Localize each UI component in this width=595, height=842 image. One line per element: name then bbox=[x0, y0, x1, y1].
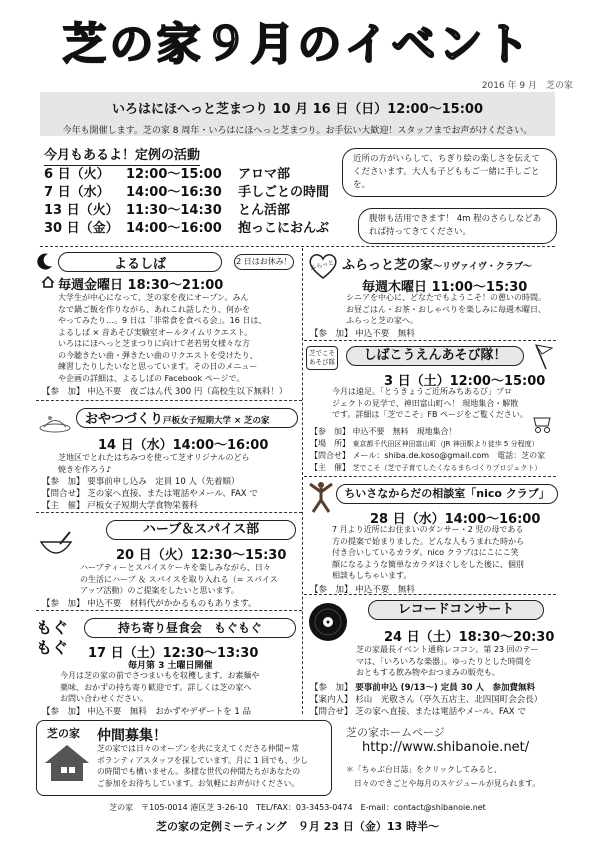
footer-address: 芝の家 〒105-0014 港区芝 3-26-10 TEL/FAX：03-3453-0474 E-mail：contact@shibanoie.net bbox=[109, 803, 486, 812]
record-info: 【参 加】 要事前申込 (9/13〜) 定員 30 人 参加費無料 【案内人】 杉山 光敬さん（亭久五店主、北四国町会会長） 【問合せ】 芝の家へ直接、または電話やメール、FAX で bbox=[310, 683, 543, 717]
homepage-label: 芝の家ホームページ bbox=[346, 726, 445, 739]
mogumogu-title: 持ち寄り昼食会 もぐもぐ bbox=[84, 618, 296, 638]
nico-title: ちいさなからだの相談室「nico クラブ」 bbox=[336, 484, 558, 504]
nico-when: 28 日（水）14:00〜16:00 bbox=[370, 512, 541, 527]
shiba-park-when: 3 日（土）12:00〜15:00 bbox=[384, 374, 546, 389]
mortar-icon bbox=[38, 530, 74, 562]
regular-row: 30 日（金） 14:00〜16:00 抱っこにおんぶ bbox=[44, 221, 330, 236]
yorushiba-title: よるしば bbox=[58, 252, 222, 272]
recruit-logo: 芝の家 bbox=[47, 727, 80, 740]
furatto-body: シニアを中心に、どなたでもようこそ！の憩いの時間。 お昼ごはん・お茶・おしゃべりを楽しみに毎週木曜日、 ふらっと芝の家へ。 bbox=[346, 293, 546, 325]
furatto-when: 毎週木曜日 11:00〜15:30 bbox=[362, 280, 528, 295]
yorushiba-when: 毎週金曜日 18:30〜21:00 bbox=[58, 278, 224, 293]
recruit-title: 仲間募集！ bbox=[97, 728, 167, 744]
oyatsu-section bbox=[36, 404, 300, 510]
date-line: 2016 年 9 月 芝の家 bbox=[481, 81, 573, 91]
nico-body: 7 月より近所にお住まいのダンサー・2 児の母である 方の提案で始まりました。どんな人もうまれた時から 付き合いしているカラダ。nico クラブはにこにこ笑 顔になるような簡単なカラダほぐしをした後に、個別 相談もしちゃいます。 bbox=[332, 525, 524, 580]
festival-heading: いろはにほへっと芝まつり 10 月 16 日（日）12:00〜15:00 bbox=[111, 102, 484, 117]
mogumogu-when: 17 日（土）12:30〜13:30 bbox=[88, 646, 259, 661]
mogumogu-sub: 毎月第 3 土曜日開催 bbox=[128, 661, 213, 671]
herb-when: 20 日（火）12:30〜15:30 bbox=[116, 548, 287, 563]
herb-body: ハーブティーとスパイスケーキを楽しみながら、日々 の生活にハーブ ＆ スパイスを取り入れる（= スパイス アップ活動）のご提案をしたいと思います。 bbox=[80, 563, 278, 595]
oyatsu-info: 【参 加】 要事前申し込み 定員 10 人（先着順） 【問合せ】 芝の家へ直接、または電話やメール、FAX で 【主 催】 戸板女子短期大学食物栄養科 bbox=[42, 477, 258, 511]
homepage-section bbox=[340, 722, 558, 798]
page-title: 芝の家９月のイベント bbox=[62, 19, 533, 70]
dancer-icon bbox=[308, 480, 334, 514]
moon-icon bbox=[36, 252, 54, 270]
herb-section bbox=[36, 516, 300, 608]
nico-info: 【参 加】 申込不要 無料 bbox=[310, 585, 415, 595]
divider bbox=[36, 610, 302, 611]
mogumogu-section bbox=[36, 614, 300, 717]
regular-heading: 今月もあるよ！定例の活動 bbox=[44, 144, 200, 166]
furatto-title: ふらっと芝の家〜リヴァイヴ・クラブ〜 bbox=[342, 258, 532, 273]
mogumogu-logo: もぐ もぐ bbox=[36, 618, 69, 657]
yorushiba-info: 【参 加】 申込不要 夜ごはん代 300 円（高校生以下無料！） bbox=[42, 387, 288, 397]
shiba-park-body: 今月は遠足。「とうきょうご近所みちあるび」プロ ジェクトの見学で、神田富山町へ！ 現地集合・解散 です。詳細は「芝でこそ」FB ページをご覧ください。 bbox=[332, 387, 528, 419]
herb-title: ハーブ＆スパイス部 bbox=[106, 520, 296, 540]
festival-banner bbox=[40, 92, 555, 136]
homepage-note2: 日々のできごとや毎月のスケジュールが見られます。 bbox=[354, 779, 541, 788]
yorushiba-body: 大学生が中心になって、芝の家を夜にオープン。みん なで鍋ご飯を作りながら、あれこれ話したり、何かを やってみたり…。9 日は「非常食を食べる会」。16 日は、 よるしば × 音あそび実験室オールタイムリクエスト。 いろはにほへっと芝まつりに向けて老若男女様々な方 の今聴きたい曲・弾きたい曲のリクエストを受けたり、 練習したりしたいなと思っています。その日のメニュー や企画の詳細は、よるしばの Facebook ページで。 bbox=[58, 293, 267, 383]
shiba-park-logo: 芝でこそ あそび隊 bbox=[306, 346, 338, 370]
oyatsu-body: 芝地区でとれたはちみつを使って芝オリジナルのどら 焼きを作ろう♪ bbox=[58, 453, 250, 474]
divider bbox=[304, 594, 556, 595]
regular-bubble-washi: 近所の方がいらして、ちぎり絵の楽しさを伝えてくださいます。大人も子どももご一緒に手しごとを。 bbox=[342, 148, 557, 197]
nico-section bbox=[306, 480, 558, 600]
oyatsu-title: おやつづくり戸板女子短期大学 × 芝の家 bbox=[76, 408, 298, 428]
mogumogu-info: 【参 加】 申込不要 無料 おかずやデザートを 1 品 bbox=[42, 707, 252, 717]
record-when: 24 日（土）18:30〜20:30 bbox=[384, 630, 555, 645]
regular-list bbox=[44, 166, 329, 238]
recruit-box bbox=[36, 720, 332, 796]
record-section bbox=[306, 598, 558, 718]
festival-text: 今年も開催します。芝の家 8 周年・いろはにほへっと芝まつり。お手伝い大歓迎！スタッフまでお声がけください。 bbox=[62, 126, 533, 136]
divider bbox=[36, 512, 302, 513]
divider bbox=[304, 476, 556, 477]
divider bbox=[304, 340, 556, 341]
regular-row: 7 日（水） 14:00〜16:30 手しごとの時間 bbox=[44, 185, 330, 200]
yorushiba-note: 2 日はお休み！ bbox=[234, 254, 294, 270]
yorushiba-section bbox=[36, 250, 300, 398]
flag-icon bbox=[532, 344, 556, 370]
furatto-logo: ふらっと bbox=[309, 258, 335, 272]
shiba-park-title: しばこうえんあそび隊！ bbox=[346, 346, 524, 366]
column-divider bbox=[302, 248, 303, 714]
regular-row: 6 日（火） 12:00〜15:00 アロマ部 bbox=[44, 167, 291, 182]
regular-bubble-sarashi: 腹帯も活用できます！ 4m 程のさらしなどあれば持ってきてください。 bbox=[358, 208, 557, 244]
divider bbox=[36, 400, 302, 401]
footer-meeting: 芝の家の定例ミーティング ９月 23 日（金）13 時半〜 bbox=[155, 820, 439, 833]
furatto-section bbox=[306, 250, 558, 338]
divider bbox=[40, 246, 555, 247]
record-disc-icon bbox=[308, 602, 348, 642]
regular-row: 13 日（火） 11:30〜14:30 とん活部 bbox=[44, 203, 291, 218]
homepage-note1: ＊「ちゃぶ台日誌」をクリックしてみると、 bbox=[346, 765, 502, 774]
house-icon bbox=[42, 276, 54, 288]
herb-info: 【参 加】 申込不要 材料代がかかるものもあります。 bbox=[42, 599, 257, 609]
cake-icon bbox=[38, 408, 72, 434]
shiba-park-info: 【参 加】 申込不要 無料 現地集合！ 【場 所】 東京都千代田区神田富山町（JR 神田駅より徒歩 5 分程度） 【問合せ】 メール：shiba.de.koso@gmail.com 電話：芝の家 【主 催】 芝でこそ（芝で子育てしたくなるまちづくりプロジェクト） bbox=[310, 427, 546, 472]
homepage-url[interactable]: http://www.shibanoie.net/ bbox=[362, 740, 530, 755]
record-body: 芝の家最長イベント通称レココン。第 23 回のテー マは、「いろいろな楽器」。ゆったりとした時間を おともする飲み物やおつまみの販売も。 bbox=[356, 645, 539, 677]
furatto-info: 【参 加】 申込不要 無料 bbox=[310, 329, 415, 339]
regular-section bbox=[40, 142, 555, 242]
mogumogu-body: 今月は芝の家の前でさつまいもを収穫します。お素麺や 薬味、おかずの持ち寄り歓迎です。詳しくは芝の家へ お問い合わせください。 bbox=[60, 671, 260, 703]
shiba-park-section bbox=[306, 344, 558, 472]
oyatsu-when: 14 日（水）14:00〜16:00 bbox=[98, 438, 269, 453]
record-title: レコードコンサート bbox=[368, 600, 544, 620]
recruit-body: 芝の家では日々のオープンを共に支えてくださる仲間＝常 ボランティアスタッフを探しています。月に 1 回でも、少し の時間でも構いません。多様な世代の仲間たちがあなたの ご参加をお待ちしています。お気軽にお声がけください。 bbox=[97, 744, 309, 788]
house-logo-icon bbox=[43, 743, 91, 783]
